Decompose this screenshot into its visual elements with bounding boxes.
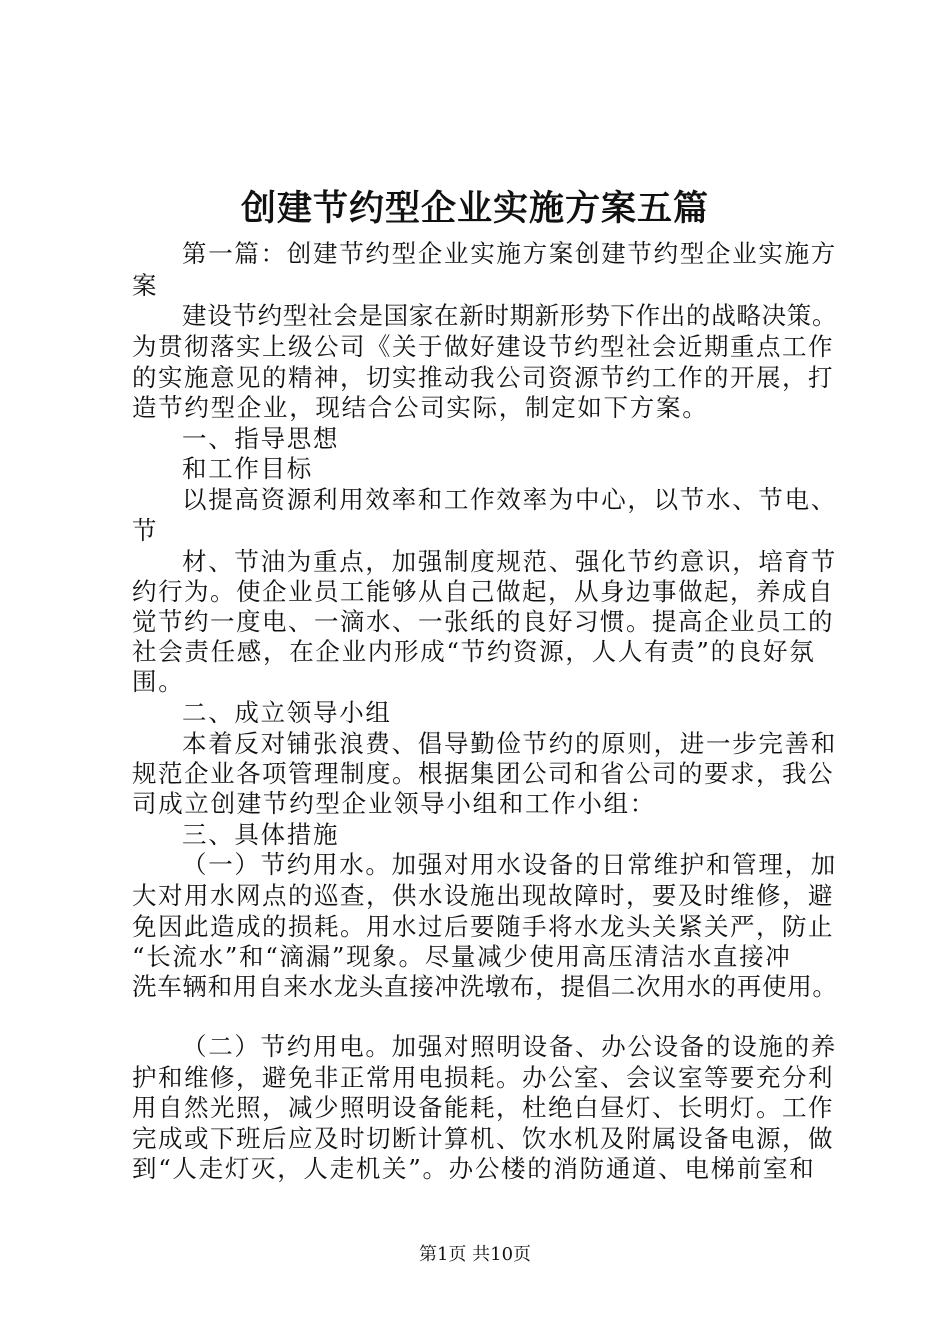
text-line: 司成立创建节约型企业领导小组和工作小组： xyxy=(132,789,656,818)
page-number-footer: 第1页 共10页 xyxy=(418,1244,532,1265)
text-line: 免因此造成的损耗。用水过后要随手将水龙头关紧关严，防止 xyxy=(132,912,834,941)
text-line: 洗车辆和用自来水龙头直接冲洗墩布，提倡二次用水的再使用。 xyxy=(132,972,838,1001)
text-line: 的实施意见的精神，切实推动我公司资源节约工作的开展，打 xyxy=(132,363,834,392)
text-line: 材、节油为重点，加强制度规范、强化节约意识，培育节 xyxy=(182,547,837,576)
text-line: 节 xyxy=(132,516,159,545)
text-line: 社会责任感，在企业内形成“节约资源，人人有责”的良好氛 xyxy=(132,637,816,666)
section-heading: 和工作目标 xyxy=(182,454,313,483)
text-line: 案 xyxy=(132,271,159,300)
text-line: 围。 xyxy=(132,667,185,696)
text-line: 觉节约一度电、一滴水、一张纸的良好习惯。提高企业员工的 xyxy=(132,607,834,636)
text-line: 约行为。使企业员工能够从自己做起，从身边事做起，养成自 xyxy=(132,577,834,606)
section-heading: 三、具体措施 xyxy=(182,820,340,849)
text-line: 造节约型企业，现结合公司实际，制定如下方案。 xyxy=(132,393,709,422)
section-heading: 二、成立领导小组 xyxy=(182,698,392,727)
text-line: 完成或下班后应及时切断计算机、饮水机及附属设备电源，做 xyxy=(132,1124,834,1153)
text-line: 用自然光照，减少照明设备能耗，杜绝白昼灯、长明灯。工作 xyxy=(132,1093,834,1122)
text-line: 大对用水网点的巡查，供水设施出现故障时，要及时维修，避 xyxy=(132,881,834,910)
text-line: 第一篇：创建节约型企业实施方案创建节约型企业实施方 xyxy=(182,239,837,268)
text-line: 为贯彻落实上级公司《关于做好建设节约型社会近期重点工作 xyxy=(132,332,834,361)
text-line: 以提高资源利用效率和工作效率为中心，以节水、节电、 xyxy=(182,485,837,514)
text-line: “长流水”和“滴漏”现象。尽量减少使用高压清洁水直接冲 xyxy=(132,942,792,971)
text-line: 建设节约型社会是国家在新时期新形势下作出的战略决策。 xyxy=(182,301,838,330)
text-line: 本着反对铺张浪费、倡导勤俭节约的原则，进一步完善和 xyxy=(182,729,837,758)
section-heading: 一、指导思想 xyxy=(182,424,340,453)
text-line: 规范企业各项管理制度。根据集团公司和省公司的要求，我公 xyxy=(132,759,834,788)
text-line: （一）节约用水。加强对用水设备的日常维护和管理，加 xyxy=(182,850,837,879)
text-line: （二）节约用电。加强对照明设备、办公设备的设施的养 xyxy=(182,1032,837,1061)
text-line: 护和维修，避免非正常用电损耗。办公室、会议室等要充分利 xyxy=(132,1063,834,1092)
document-title: 创建节约型企业实施方案五篇 xyxy=(240,188,709,229)
text-line: 到“人走灯灭，人走机关”。办公楼的消防通道、电梯前室和 xyxy=(132,1154,816,1183)
